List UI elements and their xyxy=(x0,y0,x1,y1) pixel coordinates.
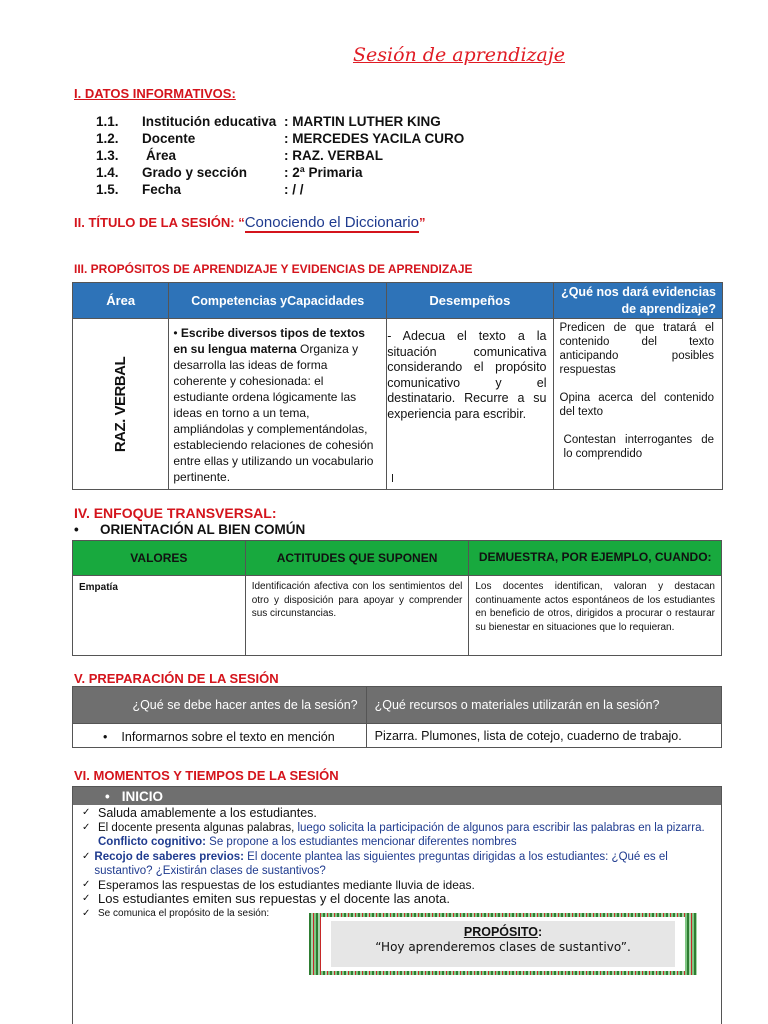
step-text: Se comunica el propósito de la sesión: xyxy=(98,907,270,919)
info-label: Grado y sección xyxy=(142,165,248,180)
section-5-heading: V. PREPARACIÓN DE LA SESIÓN xyxy=(74,671,279,686)
desempeno-mark: l xyxy=(391,472,394,485)
ejemplo-cell: Los docentes identifican, valoran y destacan continuamente actos espontáneos de los estudiantes en beneficio de otros, dirigidos a procurar o restaurar su bienestar en situaciones que lo requieran. xyxy=(469,576,722,656)
check-icon: ✓ xyxy=(82,850,91,862)
header-desempenos: Desempeños xyxy=(387,283,553,319)
desempeno-text: - Adecua el texto a la situación comunicativa considerando el propósito comunicativo y el destinatario. Recurre a su experiencia para escribir. xyxy=(387,329,547,421)
info-value: : / / xyxy=(284,182,304,197)
competencia-title: Escribe diversos tipos de textos en su lengua materna xyxy=(173,326,365,356)
bullet: • xyxy=(173,326,181,340)
evidencias-cell xyxy=(553,319,722,490)
recursos-cell: Pizarra. Plumones, lista de cotejo, cuaderno de trabajo. xyxy=(366,724,721,748)
valor-cell: Empatía xyxy=(73,576,246,656)
table-row xyxy=(73,724,722,748)
evidencia-item: Opina acerca del contenido del texto xyxy=(559,392,714,418)
inicio-header xyxy=(73,787,721,805)
info-value: : MARTIN LUTHER KING xyxy=(284,114,441,129)
header-valores: VALORES xyxy=(73,541,246,576)
header-competencias: Competencias yCapacidades xyxy=(169,283,387,319)
info-row xyxy=(96,182,304,197)
info-num: 1.2. xyxy=(96,131,119,146)
info-row xyxy=(96,114,441,129)
step-text: Esperamos las respuestas de los estudiantes mediante lluvia de ideas. xyxy=(98,877,475,892)
header-recursos: ¿Qué recursos o materiales utilizarán en la sesión? xyxy=(366,687,721,724)
section-1-heading: I. DATOS INFORMATIVOS: xyxy=(74,86,236,101)
info-value: : RAZ. VERBAL xyxy=(284,148,383,163)
check-icon: ✓ xyxy=(82,907,91,919)
check-icon: ✓ xyxy=(82,878,91,890)
evidencia-item: Predicen de que tratará el contenido del texto anticipando posibles respuestas xyxy=(559,322,714,376)
header-area: Área xyxy=(73,283,169,319)
info-value: : 2ª Primaria xyxy=(284,165,363,180)
antes-cell xyxy=(73,724,367,748)
info-num: 1.3. xyxy=(96,148,119,163)
desempeno-cell xyxy=(387,319,553,490)
section-2 xyxy=(74,214,425,233)
info-row xyxy=(96,148,383,163)
header-antes: ¿Qué se debe hacer antes de la sesión? xyxy=(73,687,367,724)
info-num: 1.4. xyxy=(96,165,119,180)
list-item xyxy=(76,892,720,907)
purposes-table xyxy=(72,282,723,490)
step-text-highlight: luego solicita la participación de algunos para escribir las palabras en la pizarra. xyxy=(297,821,705,834)
info-label: Docente xyxy=(142,131,196,146)
table-row xyxy=(73,576,722,656)
proposito-text: “Hoy aprenderemos clases de sustantivo”. xyxy=(375,940,631,954)
info-num: 1.5. xyxy=(96,182,119,197)
info-num: 1.1. xyxy=(96,114,119,129)
competencia-desc: Organiza y desarrolla las ideas de forma coherente y cohesionada: el estudiante ordena lógicamente las ideas en torno a un tema, ampliándolas y complementándolas, estableciendo relaciones de cohesión entre ellas y utilizando un vocabulario pertinente. xyxy=(173,342,374,484)
check-icon: ✓ xyxy=(82,821,91,833)
section-4-bullet xyxy=(74,522,305,537)
inicio-steps xyxy=(76,806,720,919)
bullet: • xyxy=(105,788,110,804)
section-2-heading: II. TÍTULO DE LA SESIÓN: “ xyxy=(74,215,245,230)
table-header-row xyxy=(73,687,722,724)
inicio-label: INICIO xyxy=(121,788,163,804)
header-evidencias: ¿Qué nos dará evidencias de aprendizaje? xyxy=(553,283,722,319)
list-item xyxy=(76,878,720,893)
actitud-cell: Identificación afectiva con los sentimientos del otro y disposición para apoyar y comprender sus circunstancias. xyxy=(245,576,469,656)
list-item xyxy=(76,806,720,821)
step-label: Conflicto cognitivo: xyxy=(98,836,206,848)
step-text: El docente plantea las siguientes preguntas dirigidas a los estudiantes: ¿Qué es el sustantivo? ¿Existirán clases de sustantivos? xyxy=(94,850,668,877)
table-row xyxy=(73,319,723,490)
table-header-row xyxy=(73,541,722,576)
step-text: El docente presenta algunas palabras, xyxy=(98,821,298,834)
bullet-text: ORIENTACIÓN AL BIEN COMÚN xyxy=(100,522,306,537)
step-label: Recojo de saberes previos: xyxy=(94,850,244,863)
proposito-heading xyxy=(331,925,675,939)
proposito-colon: : xyxy=(537,925,543,939)
proposito-box xyxy=(331,921,675,967)
session-title: Conociendo el Diccionario xyxy=(244,214,419,231)
spacer xyxy=(76,835,98,850)
step-text: Saluda amablemente a los estudiantes. xyxy=(98,806,317,820)
bullet: • xyxy=(103,730,108,744)
table-header-row xyxy=(73,283,723,319)
section-4-heading: IV. ENFOQUE TRANSVERSAL: xyxy=(74,505,277,521)
competencia-cell xyxy=(169,319,387,490)
preparation-table xyxy=(72,686,722,748)
header-demuestra: DEMUESTRA, POR EJEMPLO, CUANDO: xyxy=(469,541,722,576)
area-cell xyxy=(73,319,169,490)
section-6-heading: VI. MOMENTOS Y TIEMPOS DE LA SESIÓN xyxy=(74,768,339,783)
step-text: Se propone a los estudiantes mencionar diferentes nombres xyxy=(205,836,517,848)
antes-text: Informarnos sobre el texto en mención xyxy=(121,730,335,744)
list-item xyxy=(76,835,720,850)
bullet: • xyxy=(74,522,79,537)
info-row xyxy=(96,165,363,180)
header-actitudes: ACTITUDES QUE SUPONEN xyxy=(245,541,469,576)
proposito-label: PROPÓSITO xyxy=(463,925,538,939)
area-vertical-label: RAZ. VERBAL xyxy=(112,356,130,452)
evidencia-item: Contestan interrogantes de lo comprendido xyxy=(563,434,714,460)
close-quote: ” xyxy=(418,215,426,230)
info-row xyxy=(96,131,464,146)
info-value: : MERCEDES YACILA CURO xyxy=(284,131,465,146)
transversal-table xyxy=(72,540,722,656)
info-label: Institución educativa xyxy=(142,114,277,129)
step-text: Los estudiantes emiten sus repuestas y el docente las anota. xyxy=(98,891,450,906)
check-icon: ✓ xyxy=(82,807,91,818)
info-label: Área xyxy=(146,148,177,163)
check-icon: ✓ xyxy=(82,893,91,904)
list-item xyxy=(76,850,720,878)
info-label: Fecha xyxy=(142,182,182,197)
section-3-heading: III. PROPÓSITOS DE APRENDIZAJE Y EVIDENCIAS DE APRENDIZAJE xyxy=(74,262,473,276)
page-title: Sesión de aprendizaje xyxy=(352,44,565,66)
list-item xyxy=(76,821,720,836)
